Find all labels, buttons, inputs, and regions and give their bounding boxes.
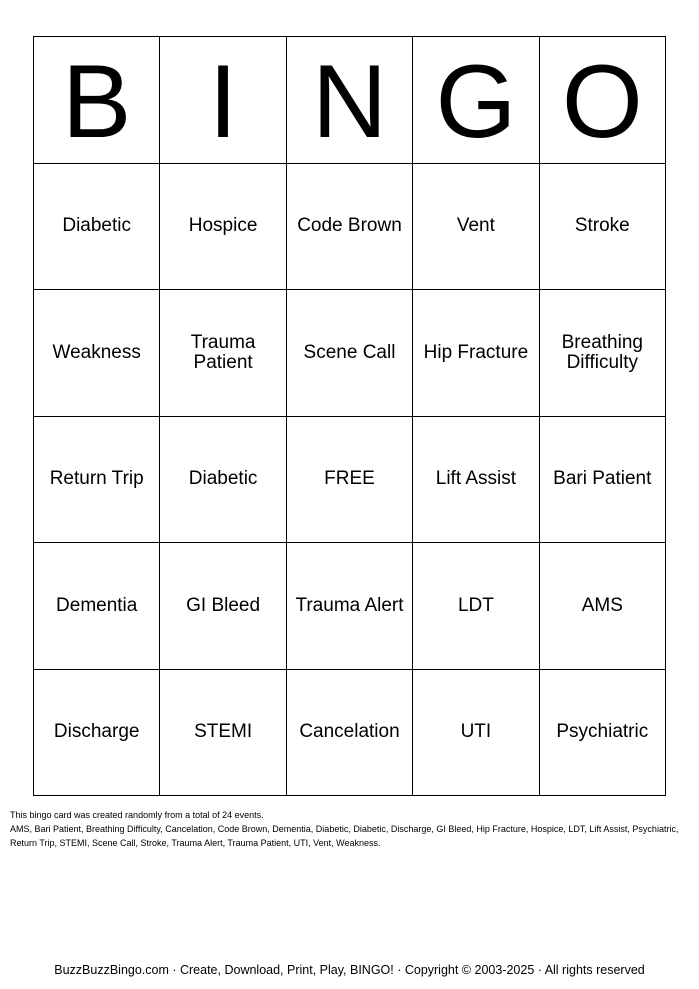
bingo-card: [33, 36, 666, 796]
card-info-note: [10, 808, 690, 850]
bingo-square: Hospice: [160, 164, 286, 291]
free-square: FREE: [287, 417, 413, 544]
bingo-square: Trauma Patient: [160, 290, 286, 417]
bingo-square: Discharge: [34, 670, 160, 797]
header-letter-i: I: [160, 37, 286, 164]
bingo-square: Trauma Alert: [287, 543, 413, 670]
bingo-square: Dementia: [34, 543, 160, 670]
bingo-square: Cancelation: [287, 670, 413, 797]
bingo-square: Hip Fracture: [413, 290, 539, 417]
header-letter-g: G: [413, 37, 539, 164]
bingo-square: Stroke: [540, 164, 666, 291]
bingo-square: Diabetic: [160, 417, 286, 544]
bingo-square: Breathing Difficulty: [540, 290, 666, 417]
bingo-square: UTI: [413, 670, 539, 797]
bingo-square: Code Brown: [287, 164, 413, 291]
bingo-square: GI Bleed: [160, 543, 286, 670]
bingo-square: Weakness: [34, 290, 160, 417]
bingo-square: LDT: [413, 543, 539, 670]
bingo-square: Psychiatric: [540, 670, 666, 797]
bingo-square: Bari Patient: [540, 417, 666, 544]
header-letter-b: B: [34, 37, 160, 164]
bingo-square: Vent: [413, 164, 539, 291]
bingo-square: Lift Assist: [413, 417, 539, 544]
card-info-summary: This bingo card was created randomly from a total of 24 events.: [10, 810, 264, 820]
bingo-square: STEMI: [160, 670, 286, 797]
header-letter-o: O: [540, 37, 666, 164]
bingo-square: Scene Call: [287, 290, 413, 417]
bingo-square: Diabetic: [34, 164, 160, 291]
header-letter-n: N: [287, 37, 413, 164]
card-info-event-list: AMS, Bari Patient, Breathing Difficulty, Cancelation, Code Brown, Dementia, Diabetic, Diabetic, Discharge, GI Bleed, Hip Fracture, Hospice, LDT, Lift Assist, Psychiatric, Return Trip, STEMI, Scene Call, Stroke, Trauma Alert, Trauma Patient, UTI, Vent, Weakness.: [10, 824, 679, 848]
bingo-square: Return Trip: [34, 417, 160, 544]
site-footer: BuzzBuzzBingo.com · Create, Download, Print, Play, BINGO! · Copyright © 2003-2025 · All rights reserved: [54, 963, 645, 977]
bingo-square: AMS: [540, 543, 666, 670]
